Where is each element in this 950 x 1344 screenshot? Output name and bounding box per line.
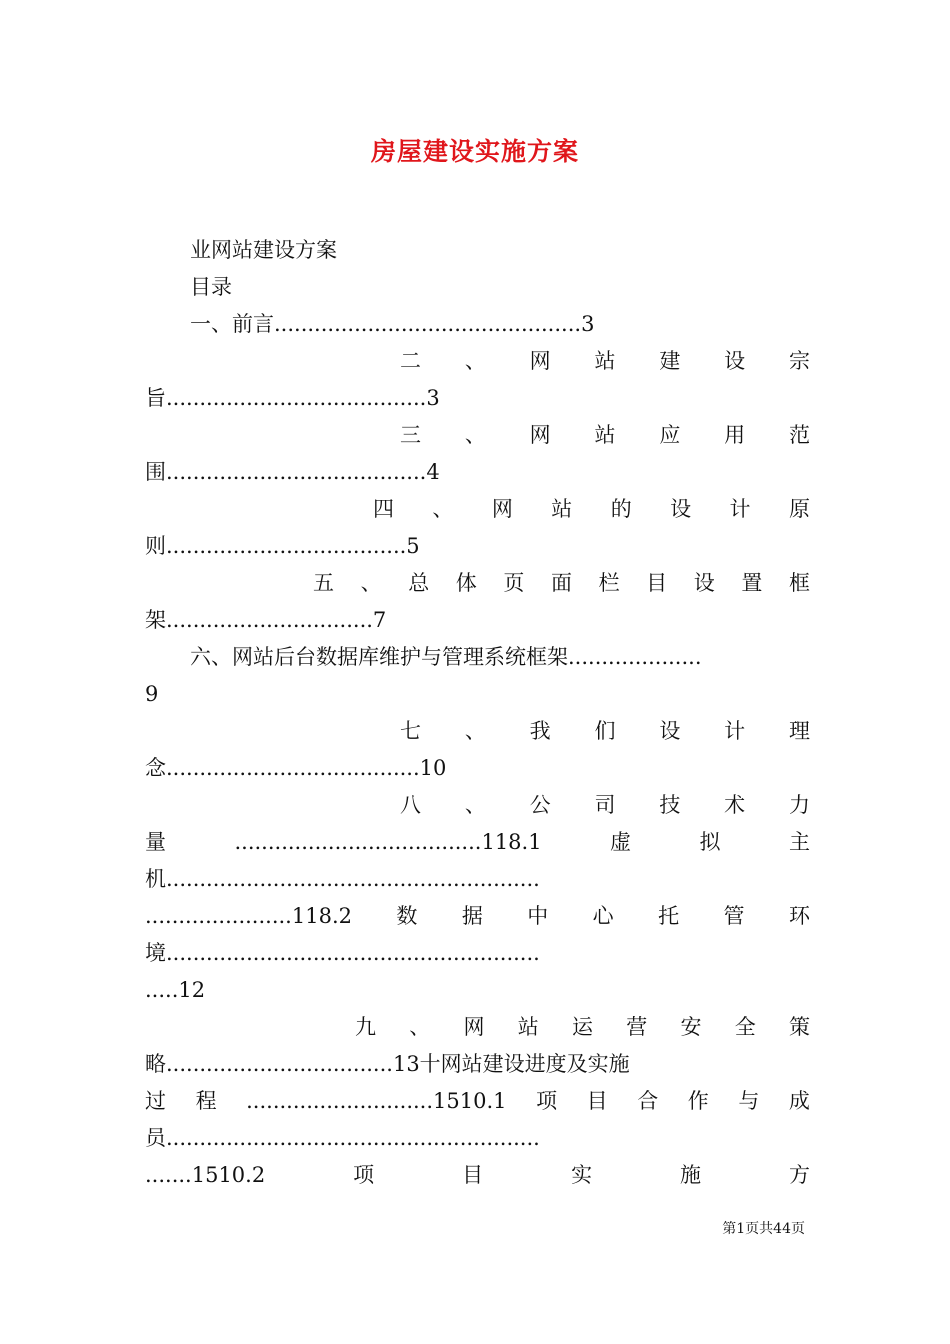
toc-char: 项: [353, 1163, 375, 1187]
toc-char: 站: [517, 1015, 539, 1039]
toc-heading: 目录: [190, 275, 232, 299]
toc-line-spread: [145, 1083, 810, 1120]
toc-char: 置: [741, 571, 763, 595]
toc-line-spread: [145, 417, 810, 454]
toc-entry: ......................118.2: [145, 904, 352, 928]
toc-char: 总: [408, 571, 430, 595]
toc-line: 则....................................5: [145, 534, 420, 558]
toc-char: 、: [464, 719, 486, 743]
toc-char: 我: [529, 719, 551, 743]
toc-line: 9: [145, 682, 159, 706]
toc-char: 宗: [788, 349, 810, 373]
toc-line: 一、前言..............................................3: [190, 312, 595, 336]
toc-char: 应: [659, 423, 681, 447]
toc-char: 据: [461, 904, 483, 928]
toc-char: 、: [432, 497, 454, 521]
toc-char: 设: [659, 719, 681, 743]
toc-char: 、: [464, 349, 486, 373]
toc-char: 成: [788, 1089, 810, 1113]
toc-char: 计: [724, 719, 746, 743]
toc-char: 全: [734, 1015, 756, 1039]
toc-char: 三: [400, 423, 421, 447]
toc-char: 安: [680, 1015, 702, 1039]
toc-line-spread: [145, 491, 810, 528]
toc-char: 计: [729, 497, 751, 521]
toc-char: 中: [527, 904, 549, 928]
toc-char: 公: [529, 793, 551, 817]
toc-char: 四: [373, 497, 394, 521]
toc-char: 与: [738, 1089, 760, 1113]
toc-char: 建: [659, 349, 681, 373]
toc-char: 拟: [699, 830, 721, 854]
toc-char: 策: [789, 1015, 810, 1039]
toc-char: 施: [680, 1163, 702, 1187]
toc-char: 们: [594, 719, 616, 743]
toc-char: 、: [409, 1015, 431, 1039]
toc-char: 用: [724, 423, 746, 447]
toc-line-spread: [145, 565, 810, 602]
toc-char: 站: [594, 423, 616, 447]
toc-char: 原: [788, 497, 810, 521]
toc-char: 量: [145, 830, 166, 854]
toc-line: 员........................................................: [145, 1126, 540, 1150]
toc-char: 范: [788, 423, 810, 447]
toc-char: 方: [788, 1163, 810, 1187]
toc-char: 、: [464, 423, 486, 447]
toc-entry: ............................1510.1: [246, 1089, 507, 1113]
toc-char: 作: [687, 1089, 709, 1113]
toc-char: 合: [637, 1089, 659, 1113]
toc-char: 网: [463, 1015, 485, 1039]
toc-char: 虚: [610, 830, 632, 854]
toc-line-spread: [145, 898, 810, 935]
toc-char: 技: [659, 793, 681, 817]
toc-char: 运: [572, 1015, 593, 1039]
toc-char: 营: [626, 1015, 648, 1039]
toc-char: 、: [360, 571, 382, 595]
toc-char: 托: [658, 904, 680, 928]
toc-line-spread: [145, 1157, 810, 1194]
toc-char: 术: [724, 793, 746, 817]
toc-entry: .......1510.2: [145, 1163, 266, 1187]
toc-line: 念......................................10: [145, 756, 447, 780]
toc-char: 设: [693, 571, 715, 595]
toc-line: 围.......................................4: [145, 460, 440, 484]
toc-line: 境........................................................: [145, 941, 540, 965]
toc-char: 目: [462, 1163, 484, 1187]
toc-char: 数: [396, 904, 418, 928]
toc-char: 站: [594, 349, 616, 373]
toc-char: 主: [788, 830, 810, 854]
toc-line: 六、网站后台数据库维护与管理系统框架....................: [190, 645, 702, 669]
subtitle: 业网站建设方案: [190, 238, 337, 262]
toc-char: 目: [646, 571, 668, 595]
toc-char: 力: [788, 793, 810, 817]
toc-entry: .....................................118.1: [234, 830, 542, 854]
toc-char: 九: [355, 1015, 376, 1039]
toc-line-spread: [145, 1009, 810, 1046]
toc-char: 设: [724, 349, 746, 373]
toc-char: 七: [400, 719, 421, 743]
toc-char: 体: [455, 571, 477, 595]
toc-char: 网: [491, 497, 513, 521]
toc-line-spread: [145, 713, 810, 750]
toc-line: 架...............................7: [145, 608, 387, 632]
toc-line: 旨.......................................3: [145, 386, 440, 410]
document-body: [145, 232, 810, 1194]
toc-char: 五: [313, 571, 334, 595]
toc-char: 页: [503, 571, 525, 595]
toc-char: 心: [592, 904, 614, 928]
toc-line: 机........................................................: [145, 867, 540, 891]
toc-char: 八: [400, 793, 421, 817]
toc-line: .....12: [145, 978, 206, 1002]
toc-char: 、: [464, 793, 486, 817]
toc-char: 环: [788, 904, 810, 928]
toc-char: 程: [195, 1089, 217, 1113]
toc-char: 管: [723, 904, 745, 928]
toc-char: 面: [550, 571, 572, 595]
toc-char: 网: [529, 349, 551, 373]
toc-char: 实: [571, 1163, 593, 1187]
page-number: 第1页共44页: [722, 1221, 805, 1237]
toc-line-spread: [145, 787, 810, 824]
toc-char: 栏: [598, 571, 620, 595]
toc-line: 略..................................13十网站建设进度及实施: [145, 1052, 630, 1076]
toc-char: 过: [145, 1089, 166, 1113]
toc-char: 的: [610, 497, 632, 521]
toc-char: 司: [594, 793, 616, 817]
toc-char: 理: [788, 719, 810, 743]
toc-char: 项: [536, 1089, 558, 1113]
toc-char: 框: [788, 571, 810, 595]
toc-char: 设: [670, 497, 692, 521]
toc-char: 站: [551, 497, 573, 521]
document-title: 房屋建设实施方案: [370, 137, 579, 166]
toc-char: 网: [529, 423, 551, 447]
toc-char: 二: [400, 349, 421, 373]
toc-line-spread: [145, 824, 810, 861]
toc-line-spread: [145, 343, 810, 380]
toc-char: 目: [586, 1089, 608, 1113]
